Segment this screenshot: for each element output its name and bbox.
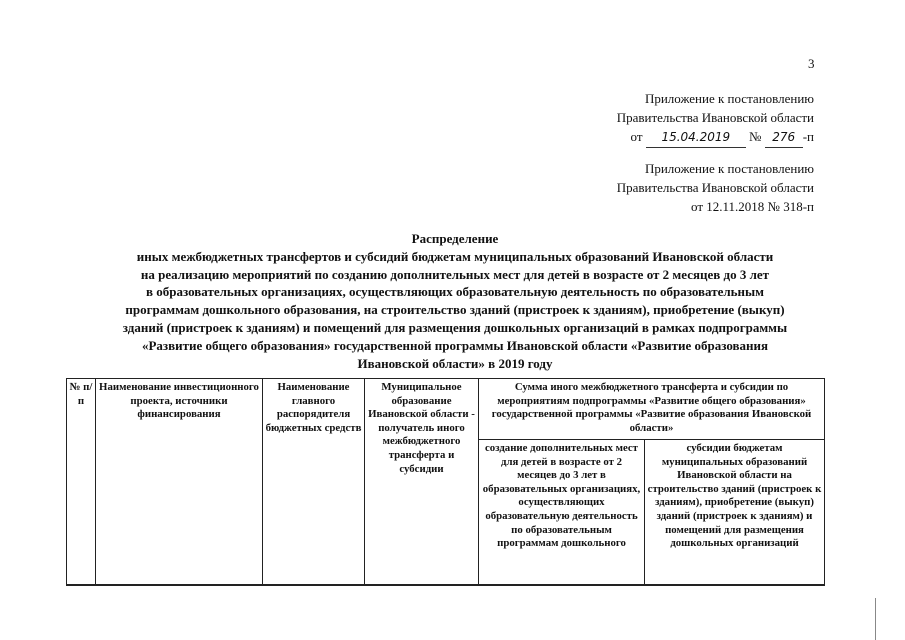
table-cell (263, 585, 365, 586)
title-line: в образовательных организациях, осуществляющих образовательную деятельность по образовательным (145, 284, 765, 300)
page-number: 3 (808, 56, 815, 71)
title-line: на реализацию мероприятий по созданию дополнительных мест для детей в возрасте от 2 месяцев до 3 лет (140, 266, 770, 282)
header-num: № п/п (67, 379, 96, 585)
appendix-current-line2: Правительства Ивановской области (616, 110, 814, 125)
header-sum-group: Сумма иного межбюджетного трансферта и субсидии по мероприятиям подпрограммы «Развитие общего образования» государственной программы «Развитие образования Ивановской области» (479, 379, 825, 440)
appendix-original-line1: Приложение к постановлению (644, 161, 814, 176)
date-prefix: от (630, 129, 643, 144)
title-line: иных межбюджетных трансфертов и субсидий бюджетам муниципальных образований Ивановской области (136, 248, 774, 264)
table-cell (365, 585, 479, 586)
table-cell (96, 585, 263, 586)
table-header-row (67, 379, 825, 440)
appendix-current-block (617, 89, 814, 148)
appendix-original-block (617, 159, 814, 216)
title-line: Ивановской области» в 2019 году (357, 355, 553, 371)
title-line: программам дошкольного образования, на строительство зданий (пристроек к зданиям), приобретение (выкуп) (125, 302, 785, 318)
header-sub-create-places: создание дополнительных мест для детей в возрасте от 2 месяцев до 3 лет в образовательных организациях, осуществляющих образовательную деятельность по образовательным программам дошкольного (479, 440, 645, 585)
appendix-original-line2: Правительства Ивановской области (616, 180, 814, 195)
appendix-original-line3: от 12.11.2018 № 318-п (691, 199, 814, 214)
document-title (60, 230, 850, 372)
handwritten-number: 276 (765, 128, 803, 148)
header-sub-construction-subsidy: субсидии бюджетам муниципальных образований Ивановской области на строительство зданий (пристроек к зданиям), приобретение (выкуп) зданий (пристроек к зданиям) и помещений для размещения дошкольных организаций (645, 440, 825, 585)
table-cell (67, 585, 96, 586)
table-cell (479, 585, 645, 586)
number-prefix: № (749, 129, 762, 144)
title-line: зданий (пристроек к зданиям) и помещений для размещения дошкольных организаций в рамках подпрограммы (122, 319, 788, 335)
handwritten-date: 15.04.2019 (646, 128, 746, 148)
header-manager: Наименование главного распорядителя бюджетных средств (263, 379, 365, 585)
appendix-current-line1: Приложение к постановлению (644, 91, 814, 106)
scan-mark (875, 598, 876, 640)
header-municipality: Муниципальное образование Ивановской области - получатель иного межбюджетного трансферта и субсидии (365, 379, 479, 585)
title-line: «Развитие общего образования» государственной программы Ивановской области «Развитие образования (141, 337, 769, 353)
header-project: Наименование инвестиционного проекта, источники финансирования (96, 379, 263, 585)
title-line: Распределение (411, 231, 499, 246)
appendix-current-date-line (617, 127, 814, 148)
distribution-table (66, 378, 825, 586)
table-row (67, 585, 825, 586)
number-suffix: -п (802, 129, 814, 144)
table-cell (645, 585, 825, 586)
